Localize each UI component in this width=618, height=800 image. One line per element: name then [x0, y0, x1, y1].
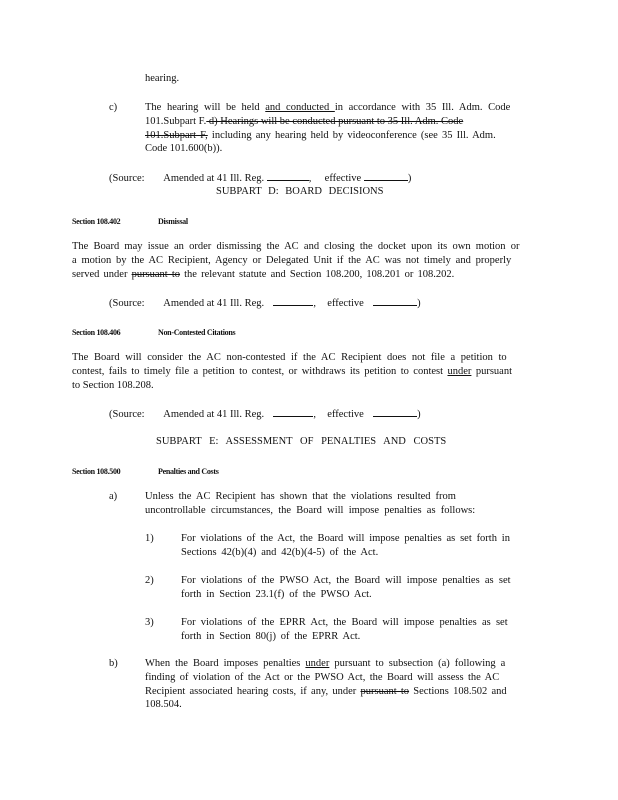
item-a-text	[145, 490, 535, 518]
paragraph-406	[72, 351, 542, 392]
source-amended: Amended at 41 Ill. Reg.	[163, 298, 265, 309]
section-title: Dismissal	[158, 217, 188, 226]
section-title: Penalties and Costs	[158, 467, 219, 476]
item-c-text	[145, 101, 525, 156]
text-run: Sections 108.502 and	[409, 685, 507, 697]
section-heading-406	[72, 326, 235, 340]
source-open: (Source:	[109, 298, 145, 309]
section-number: Section 108.500	[72, 467, 121, 476]
deleted-text: d) Hearings will be conducted pursuant to 35 Ill. Adm. Code	[206, 115, 464, 127]
source-effective: effective	[327, 409, 364, 420]
section-heading-402	[72, 215, 188, 229]
text-run: uncontrollable circumstances, the Board will impose penalties as follows:	[145, 504, 476, 516]
text-run: finding of violation of the Act or the PWSO Act, the Board will assess the AC	[145, 671, 500, 683]
sub-item-3	[181, 616, 541, 644]
text-run: The Board will consider the AC non-contested if the AC Recipient does not file a petition to	[72, 352, 507, 363]
section-title: Non-Contested Citations	[158, 328, 236, 337]
text-run: The hearing will be held	[145, 102, 266, 113]
text-run: pursuant to subsection (a) following a	[329, 658, 506, 669]
source-open: (Source:	[109, 409, 145, 420]
sub-item-label-2: 2)	[145, 575, 154, 586]
source-open: (Source:	[109, 173, 145, 184]
inserted-text: and conducted	[265, 102, 335, 113]
source-note: (Source: Amended at 41 Ill. Reg. , effective )	[109, 298, 421, 309]
section-heading-500	[72, 465, 219, 479]
reg-blank	[273, 296, 313, 306]
sub-item-2	[181, 574, 541, 602]
text-run: a motion by the AC Recipient, Agency or Delegated Unit if the AC was not timely and properly	[72, 254, 512, 266]
deleted-text: 101.Subpart F,	[145, 129, 208, 141]
effective-blank	[373, 407, 417, 417]
inserted-text: under	[305, 658, 330, 669]
sub-item-1	[181, 532, 541, 560]
paragraph-402	[72, 240, 542, 281]
deleted-text: pursuant to	[360, 685, 410, 697]
sub-item-label-1: 1)	[145, 533, 154, 544]
inserted-text: under	[447, 365, 472, 377]
text-run: including any hearing held by videoconference (see 35 Ill. Adm.	[207, 129, 496, 141]
text-run: contest, fails to timely file a petition to contest, or withdraws its petition to contest	[72, 365, 448, 377]
text-run: to Section 108.208.	[72, 379, 154, 391]
source-note: (Source: Amended at 41 Ill. Reg. , effective )	[109, 409, 421, 420]
source-close: )	[407, 173, 412, 184]
text-run: Recipient associated hearing costs, if any, under	[145, 685, 361, 697]
deleted-text: pursuant to	[131, 268, 181, 280]
text-run: Code 101.600(b)).	[145, 143, 223, 155]
text-run: in accordance with 35 Ill. Adm. Code	[334, 102, 511, 113]
text-run: The Board may issue an order dismissing the AC and closing the docket upon its own motion or	[72, 241, 520, 252]
subpart-heading-e: SUBPART E: ASSESSMENT OF PENALTIES AND COSTS	[156, 436, 447, 447]
text-run: Sections 42(b)(4) and 42(b)(4-5) of the Act.	[181, 546, 379, 558]
text-run: Unless the AC Recipient has shown that the violations resulted from	[145, 491, 456, 502]
paragraph-fragment: hearing.	[145, 73, 180, 84]
effective-blank	[364, 171, 408, 181]
section-number: Section 108.402	[72, 217, 121, 226]
subpart-heading-d: SUBPART D: BOARD DECISIONS	[216, 186, 384, 197]
text-run: served under	[72, 268, 132, 280]
item-label-a: a)	[109, 491, 118, 502]
source-effective: effective	[327, 298, 364, 309]
source-close: )	[417, 298, 421, 309]
item-label-c: c)	[109, 102, 118, 113]
sub-item-label-3: 3)	[145, 617, 154, 628]
text-run: For violations of the EPRR Act, the Board will impose penalties as set	[181, 617, 508, 628]
source-close: )	[417, 409, 421, 420]
reg-blank	[273, 407, 313, 417]
item-label-b: b)	[109, 658, 118, 669]
text-run: forth in Section 23.1(f) of the PWSO Act.	[181, 588, 372, 600]
text-run: the relevant statute and Section 108.200, 108.201 or 108.202.	[180, 268, 455, 280]
text-run: For violations of the Act, the Board will impose penalties as set forth in	[181, 533, 510, 544]
source-amended: Amended at 41 Ill. Reg.	[163, 173, 265, 184]
text-run: pursuant	[471, 365, 512, 377]
reg-blank	[267, 171, 309, 181]
effective-blank	[373, 296, 417, 306]
section-number: Section 108.406	[72, 328, 121, 337]
text-run: For violations of the PWSO Act, the Board will impose penalties as set	[181, 575, 511, 586]
text-run: forth in Section 80(j) of the EPRR Act.	[181, 630, 361, 642]
source-amended: Amended at 41 Ill. Reg.	[163, 409, 265, 420]
text-run: 101.Subpart F.	[145, 115, 207, 127]
item-b-text	[145, 657, 535, 712]
source-note: (Source: Amended at 41 Ill. Reg. , effective )	[109, 173, 412, 184]
text-run: When the Board imposes penalties	[145, 658, 306, 669]
source-effective: effective	[324, 173, 362, 184]
text-run: 108.504.	[145, 699, 182, 711]
